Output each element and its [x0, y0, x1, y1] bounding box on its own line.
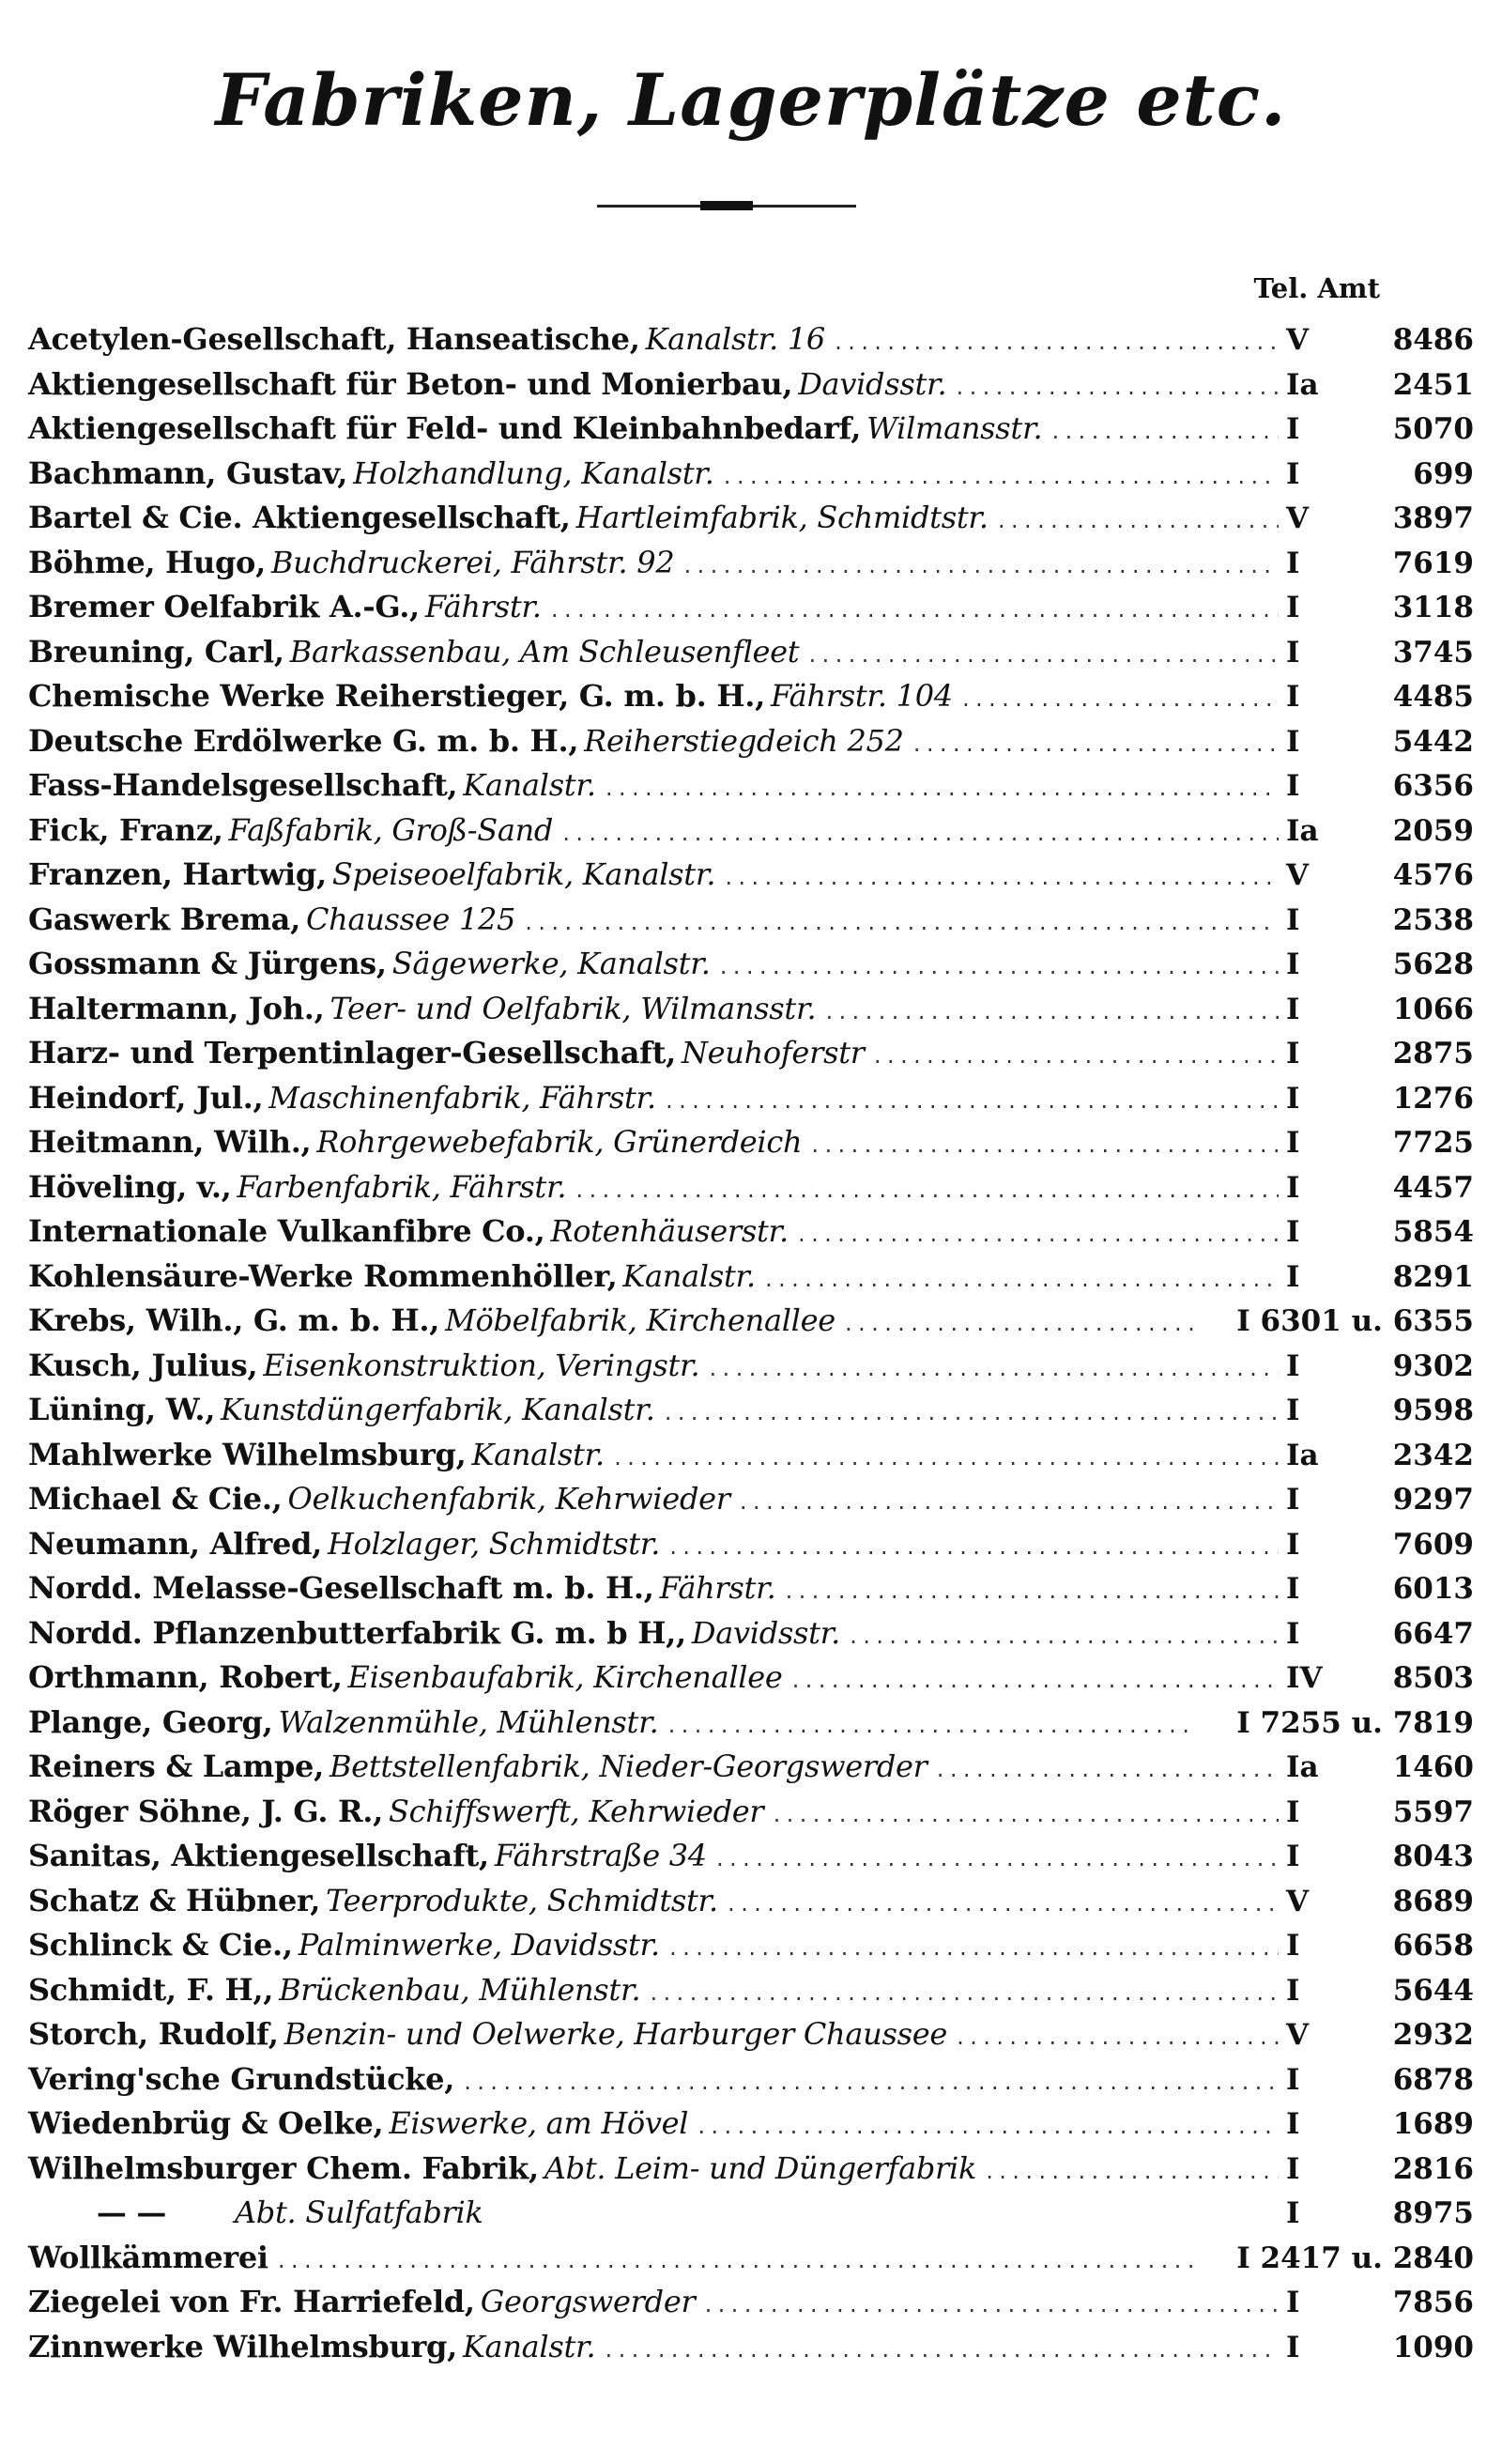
dot-leader	[462, 2061, 1279, 2106]
entry-name: Wollkämmerei	[28, 2239, 268, 2275]
entry-row	[28, 1344, 1474, 1389]
column-header-tel-amt: Tel. Amt	[1253, 272, 1380, 304]
entry-telephone: 4576	[1392, 858, 1474, 892]
entry-name: Acetylen-Gesellschaft, Hanseatische,	[28, 321, 640, 357]
entry-exchange: I	[1286, 2151, 1300, 2186]
entry-name: Storch, Rudolf,	[28, 2016, 279, 2052]
entry-row	[28, 763, 1474, 808]
entry-telephone: 2342	[1392, 1438, 1474, 1472]
entry-exchange: I	[1286, 1616, 1300, 1651]
entry-name: Schmidt, F. H,,	[28, 1971, 274, 2008]
entry-row	[28, 496, 1474, 541]
entry-row	[28, 2280, 1474, 2325]
entry-telephone: 7725	[1392, 1126, 1474, 1160]
entry-name: Fick, Franz,	[28, 811, 223, 848]
entry-row	[28, 898, 1474, 943]
entry-telephone: 6878	[1392, 2062, 1474, 2097]
entry-row	[28, 2012, 1474, 2057]
dot-leader	[809, 1124, 1279, 1169]
entry-name: Bartel & Cie. Aktiengesellschaft,	[28, 500, 571, 535]
entry-telephone: 2932	[1392, 2018, 1474, 2052]
entry-exchange: Ia	[1286, 367, 1319, 402]
entry-exchange: V	[1286, 1884, 1310, 1918]
dot-leader	[790, 1659, 1280, 1704]
dot-leader	[996, 500, 1279, 545]
entry-telephone: 9297	[1392, 1483, 1474, 1517]
entry-description: Fährstr.	[424, 589, 542, 624]
entry-name: Heindorf, Jul.,	[28, 1079, 264, 1116]
dot-leader	[707, 1348, 1279, 1393]
entry-name: — —	[96, 2194, 167, 2230]
entry-name: Wiedenbrüg & Oelke,	[28, 2105, 384, 2141]
entry-description: Brückenbau, Mühlenstr.	[279, 1971, 641, 2008]
entry-row	[28, 1076, 1474, 1121]
entry-row	[28, 2191, 1474, 2236]
entry-telephone: 699	[1413, 456, 1474, 491]
entry-description: Fährstraße 34	[494, 1838, 707, 1873]
entry-description: Chaussee 125	[305, 901, 516, 937]
entry-row	[28, 2236, 1474, 2281]
entry-telephone: 3745	[1392, 635, 1474, 670]
entry-telephone: 8043	[1392, 1840, 1474, 1873]
entry-exchange: V	[1286, 2018, 1310, 2052]
entry-exchange: I	[1286, 1215, 1300, 1249]
entry-name: Schlinck & Cie.,	[28, 1927, 293, 1963]
entry-name: Fass-Handelsgesellschaft,	[28, 767, 458, 803]
entry-row	[28, 808, 1474, 854]
entry-description: Kanalstr.	[622, 1257, 756, 1294]
entry-description: Sägewerke, Kanalstr.	[391, 946, 711, 981]
entry-exchange: I	[1286, 2286, 1300, 2319]
entry-telephone: 4457	[1392, 1170, 1474, 1205]
dot-leader	[738, 1481, 1279, 1526]
entry-row	[28, 1611, 1474, 1656]
dot-leader	[648, 1972, 1279, 2017]
dot-leader	[848, 1615, 1279, 1660]
entry-description: Kanalstr.	[471, 1436, 605, 1472]
entry-telephone: 5854	[1392, 1215, 1474, 1249]
dot-leader	[1050, 410, 1279, 455]
dot-leader	[763, 1258, 1279, 1303]
entry-name: Zinnwerke Wilhelmsburg,	[28, 2328, 457, 2364]
entry-exchange: V	[1286, 858, 1310, 892]
entry-name: Harz- und Terpentinlager-Gesellschaft,	[28, 1035, 676, 1070]
entry-telephone: 2538	[1392, 902, 1474, 937]
dot-leader	[806, 634, 1279, 679]
entry-row	[28, 2057, 1474, 2102]
entry-exchange: I	[1286, 724, 1300, 759]
entry-name: Höveling, v.,	[28, 1168, 232, 1205]
dot-leader	[872, 1035, 1279, 1080]
entry-telephone: 6647	[1392, 1616, 1474, 1651]
dot-leader	[682, 545, 1279, 590]
entry-description: Holzhandlung, Kanalstr.	[353, 454, 714, 491]
entry-row	[28, 1923, 1474, 1968]
entry-exchange: V	[1286, 501, 1310, 535]
entry-exchange: I	[1286, 947, 1300, 981]
entry-description: Hartleimfabrik, Schmidtstr.	[575, 500, 989, 535]
dot-leader	[560, 812, 1279, 857]
entry-exchange: V	[1286, 323, 1310, 357]
entry-exchange: I	[1286, 1929, 1300, 1963]
entry-row	[28, 1745, 1474, 1790]
entry-description: Farbenfabrik, Fährstr.	[237, 1168, 567, 1205]
entry-row	[28, 1968, 1474, 2013]
entry-telephone: 9598	[1392, 1394, 1474, 1427]
dot-leader	[960, 678, 1279, 723]
dot-leader	[984, 2150, 1279, 2195]
entry-description: Neuhoferstr	[681, 1035, 865, 1070]
entry-row	[28, 317, 1474, 362]
dot-leader	[718, 946, 1279, 991]
entry-name: Neumann, Alfred,	[28, 1525, 322, 1562]
entry-name: Böhme, Hugo,	[28, 544, 266, 580]
entry-row	[28, 541, 1474, 586]
entry-description: Walzenmühle, Mühlenstr.	[278, 1703, 659, 1740]
entry-exchange: I	[1286, 992, 1300, 1026]
dot-leader	[667, 1927, 1279, 1972]
entry-row	[28, 987, 1474, 1032]
page-title: Fabriken, Lagerplätze etc.	[215, 58, 1287, 142]
entry-exchange: I	[1286, 1973, 1300, 2008]
entry-description: Eisenbaufabrik, Kirchenallee	[347, 1659, 783, 1695]
entry-telephone: 9302	[1392, 1348, 1474, 1383]
entry-name: Heitmann, Wilh.,	[28, 1124, 312, 1160]
entry-exchange: I	[1286, 1527, 1300, 1562]
dot-leader	[723, 856, 1279, 901]
entry-description: Kanalstr.	[462, 2328, 596, 2364]
entry-exchange: I	[1286, 1572, 1300, 1606]
dot-leader	[783, 1570, 1279, 1615]
entry-name: Ziegelei von Fr. Harriefeld,	[28, 2284, 475, 2319]
entry-name: Aktiengesellschaft für Feld- und Kleinbahnbedarf,	[28, 410, 862, 446]
entry-description: Teerprodukte, Schmidtstr.	[326, 1882, 718, 1918]
entry-description: Eiswerke, am Hövel	[389, 2105, 689, 2141]
entry-row	[28, 1522, 1474, 1567]
entry-telephone: 8689	[1392, 1884, 1474, 1918]
entry-telephone: I 6301 u. 6355	[1236, 1304, 1474, 1338]
entry-row	[28, 942, 1474, 987]
entry-row	[28, 1388, 1474, 1433]
entry-exchange: I	[1286, 412, 1300, 446]
entry-description: Speiseoelfabrik, Kanalstr.	[331, 856, 716, 892]
entry-row	[28, 1701, 1474, 1746]
entry-telephone: 5628	[1392, 947, 1474, 981]
entry-description: Abt. Sulfatfabrik	[235, 2194, 483, 2230]
entry-exchange: Ia	[1286, 1750, 1319, 1784]
dot-leader	[796, 1213, 1279, 1258]
dot-leader	[604, 767, 1279, 812]
entry-description: Fährstr. 104	[770, 678, 953, 714]
entry-telephone: 7619	[1392, 546, 1474, 580]
entry-telephone: 8486	[1392, 323, 1474, 357]
dot-leader	[549, 589, 1279, 634]
entry-exchange: IV	[1286, 1661, 1323, 1695]
entry-row	[28, 1031, 1474, 1076]
entry-exchange: I	[1286, 1170, 1300, 1205]
entry-exchange: Ia	[1286, 1438, 1319, 1472]
entry-name: Röger Söhne, J. G. R.,	[28, 1793, 383, 1829]
entry-exchange: I	[1286, 1840, 1300, 1873]
entry-row	[28, 1209, 1474, 1255]
entry-exchange: I	[1286, 1794, 1300, 1829]
entry-name: Internationale Vulkanfibre Co.,	[28, 1213, 545, 1249]
entry-telephone: 2875	[1392, 1037, 1474, 1070]
entry-description: Maschinenfabrik, Fährstr.	[268, 1079, 656, 1116]
entry-name: Nordd. Pflanzenbutterfabrik G. m. b H,,	[28, 1614, 686, 1651]
entry-name: Michael & Cie.,	[28, 1481, 283, 1517]
entry-row	[28, 452, 1474, 497]
dot-leader	[722, 455, 1279, 500]
entry-row	[28, 1433, 1474, 1478]
entry-exchange: I	[1286, 456, 1300, 491]
entry-description: Rotenhäuserstr.	[550, 1213, 789, 1249]
dot-leader	[912, 723, 1279, 768]
dot-leader	[954, 366, 1279, 411]
entry-description: Benzin- und Oelwerke, Harburger Chaussee	[284, 2016, 947, 2052]
entry-telephone: 1066	[1392, 992, 1474, 1026]
entry-description: Kanalstr.	[463, 767, 596, 803]
dot-leader	[667, 1526, 1279, 1571]
entry-row	[28, 2102, 1474, 2147]
entry-description: Fährstr.	[659, 1570, 776, 1606]
entry-telephone: 5644	[1392, 1973, 1474, 2008]
entry-row	[28, 407, 1474, 452]
entry-description: Barkassenbau, Am Schleusenfleet	[289, 633, 800, 670]
entry-description: Davidsstr.	[691, 1614, 841, 1651]
entry-row	[28, 1879, 1474, 1924]
entry-name: Plange, Georg,	[28, 1703, 273, 1740]
entry-name: Mahlwerke Wilhelmsburg,	[28, 1436, 467, 1472]
entry-name: Kusch, Julius,	[28, 1347, 258, 1383]
entry-telephone: 7609	[1392, 1527, 1474, 1562]
dot-leader	[523, 901, 1279, 947]
entry-telephone: 2059	[1392, 813, 1474, 848]
dot-leader	[696, 2105, 1279, 2150]
dot-leader	[702, 2284, 1279, 2329]
entry-row	[28, 674, 1474, 719]
entry-exchange: I	[1286, 591, 1300, 624]
entry-name: Reiners & Lampe,	[28, 1748, 324, 1784]
entry-description: Davidsstr.	[798, 365, 947, 402]
entry-description: Teer- und Oelfabrik, Wilmansstr.	[330, 990, 817, 1026]
entry-row	[28, 585, 1474, 630]
entry-telephone: 6013	[1392, 1572, 1474, 1606]
dot-leader	[714, 1838, 1279, 1883]
entry-description: Holzlager, Schmidtstr.	[327, 1525, 661, 1562]
entry-telephone: 3118	[1392, 591, 1474, 624]
entry-name: Franzen, Hartwig,	[28, 856, 327, 892]
entry-exchange: I	[1286, 1348, 1300, 1383]
entry-exchange: I	[1286, 1081, 1300, 1116]
entry-name: Sanitas, Aktiengesellschaft,	[28, 1838, 489, 1873]
entry-name: Haltermann, Joh.,	[28, 990, 325, 1026]
entry-exchange: I	[1286, 2330, 1300, 2364]
entry-telephone: 8291	[1392, 1259, 1474, 1294]
entry-name: Lüning, W.,	[28, 1392, 216, 1427]
entry-description: Oelkuchenfabrik, Kehrwieder	[287, 1481, 730, 1517]
dot-leader	[823, 991, 1279, 1036]
entry-exchange: I	[1286, 1126, 1300, 1160]
entry-description: Kanalstr. 16	[645, 321, 825, 357]
entry-telephone: 1090	[1392, 2330, 1474, 2364]
entry-description: Möbelfabrik, Kirchenallee	[445, 1302, 835, 1338]
entry-exchange: I	[1286, 2196, 1300, 2230]
entry-name: Chemische Werke Reiherstieger, G. m. b. H.,	[28, 678, 765, 714]
entry-exchange: I	[1286, 2062, 1300, 2097]
dot-leader	[663, 1392, 1279, 1437]
entry-telephone: 6356	[1392, 769, 1474, 803]
entry-telephone: 7856	[1392, 2286, 1474, 2319]
entry-name: Gaswerk Brema,	[28, 901, 300, 937]
entry-telephone: 8503	[1392, 1661, 1474, 1695]
entry-exchange: I	[1286, 680, 1300, 714]
dot-leader	[726, 1883, 1279, 1928]
entry-row	[28, 2325, 1474, 2370]
entry-telephone: 5597	[1392, 1794, 1474, 1829]
dot-leader	[666, 1704, 1194, 1749]
entry-telephone: 5442	[1392, 724, 1474, 759]
entry-row	[28, 1120, 1474, 1165]
entry-description: Reiherstiegdeich 252	[584, 722, 904, 759]
dot-leader	[935, 1748, 1279, 1794]
entry-exchange: I	[1286, 1259, 1300, 1294]
entry-exchange: I	[1286, 1483, 1300, 1517]
entry-name: Aktiengesellschaft für Beton- und Monierbau,	[28, 365, 793, 402]
entry-telephone: I 7255 u. 7819	[1236, 1705, 1474, 1740]
entry-row	[28, 362, 1474, 408]
entry-telephone: 3897	[1392, 501, 1474, 535]
entry-row	[28, 1790, 1474, 1835]
dot-leader	[276, 2240, 1194, 2285]
entry-exchange: Ia	[1286, 813, 1319, 848]
dot-leader	[955, 2016, 1279, 2061]
entry-name: Kohlensäure-Werke Rommenhöller,	[28, 1257, 618, 1294]
title-rule-ornament	[700, 201, 753, 210]
entry-name: Bremer Oelfabrik A.-G.,	[28, 589, 420, 624]
entry-name: Nordd. Melasse-Gesellschaft m. b. H.,	[28, 1570, 654, 1606]
entry-telephone: I 2417 u. 2840	[1236, 2241, 1474, 2275]
entry-exchange: I	[1286, 902, 1300, 937]
entry-description: Faßfabrik, Groß-Sand	[228, 811, 554, 848]
entry-exchange: I	[1286, 635, 1300, 670]
dot-leader	[574, 1169, 1279, 1214]
entry-telephone: 2816	[1392, 2151, 1474, 2186]
entry-row	[28, 1255, 1474, 1300]
entry-description: Palminwerke, Davidsstr.	[298, 1927, 660, 1963]
entry-name: Vering'sche Grundstücke,	[28, 2060, 455, 2097]
entry-row	[28, 719, 1474, 764]
entry-row	[28, 1566, 1474, 1611]
entry-telephone: 4485	[1392, 680, 1474, 714]
entry-row	[28, 630, 1474, 675]
dot-leader	[833, 321, 1279, 366]
entry-telephone: 5070	[1392, 412, 1474, 446]
entry-description: Eisenkonstruktion, Veringstr.	[263, 1347, 700, 1383]
entry-description: Bettstellenfabrik, Nieder-Georgswerder	[329, 1748, 927, 1784]
entry-name: Orthmann, Robert,	[28, 1659, 343, 1695]
entry-telephone: 1276	[1392, 1081, 1474, 1116]
entry-exchange: I	[1286, 1394, 1300, 1427]
dot-leader	[843, 1302, 1194, 1348]
entry-name: Deutsche Erdölwerke G. m. b. H.,	[28, 722, 579, 759]
entry-row	[28, 1834, 1474, 1879]
entry-description: Kunstdüngerfabrik, Kanalstr.	[221, 1392, 655, 1427]
entry-name: Schatz & Hübner,	[28, 1882, 321, 1918]
entry-description: Rohrgewebefabrik, Grünerdeich	[316, 1124, 803, 1160]
entry-telephone: 1689	[1392, 2107, 1474, 2141]
entry-row	[28, 1299, 1474, 1344]
entry-row	[28, 853, 1474, 898]
entry-name: Breuning, Carl,	[28, 633, 284, 670]
dot-leader	[664, 1080, 1279, 1125]
entry-telephone: 1460	[1392, 1750, 1474, 1784]
dot-leader	[603, 2329, 1279, 2374]
entry-row	[28, 2147, 1474, 2192]
entry-list	[28, 317, 1474, 2369]
entry-telephone: 6658	[1392, 1929, 1474, 1963]
entry-name: Krebs, Wilh., G. m. b. H.,	[28, 1302, 440, 1338]
entry-exchange: I	[1286, 769, 1300, 803]
entry-row	[28, 1656, 1474, 1701]
entry-description: Wilmansstr.	[866, 410, 1043, 446]
entry-telephone: 8975	[1392, 2196, 1474, 2230]
entry-name: Bachmann, Gustav,	[28, 454, 348, 491]
dot-leader	[612, 1437, 1279, 1482]
entry-row	[28, 1165, 1474, 1210]
entry-row	[28, 1477, 1474, 1522]
entry-description: Buchdruckerei, Fährstr. 92	[270, 544, 675, 580]
dot-leader	[771, 1794, 1279, 1839]
entry-telephone: 2451	[1392, 367, 1474, 402]
entry-name: Wilhelmsburger Chem. Fabrik,	[28, 2149, 539, 2186]
entry-exchange: I	[1286, 1037, 1300, 1070]
entry-description: Abt. Leim- und Düngerfabrik	[544, 2149, 977, 2186]
entry-description: Schiffswerft, Kehrwieder	[388, 1793, 764, 1829]
entry-exchange: I	[1286, 2107, 1300, 2141]
entry-description: Georgswerder	[480, 2284, 696, 2319]
entry-exchange: I	[1286, 546, 1300, 580]
entry-name: Gossmann & Jürgens,	[28, 946, 387, 981]
